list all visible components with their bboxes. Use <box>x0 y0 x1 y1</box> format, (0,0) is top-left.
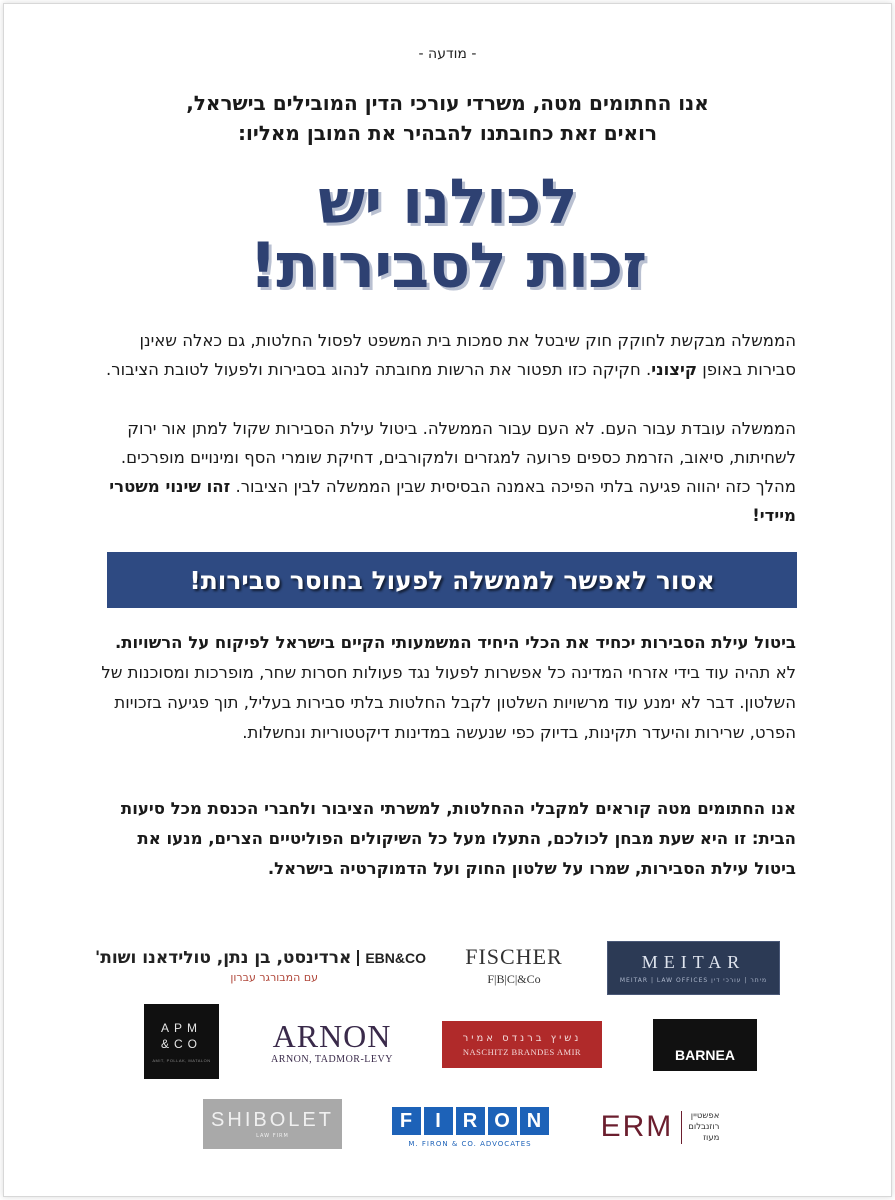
erm-logo-mark: ERM <box>600 1110 674 1143</box>
erm-logo-names <box>681 1111 719 1144</box>
headline-line-2: זכות לסבירות! <box>248 229 647 302</box>
apm-logo-sub: AMIT, POLLAK, MATALON <box>152 1058 211 1063</box>
paragraph-1 <box>99 326 796 384</box>
erm-name-1: אפשטיין <box>690 1110 720 1121</box>
meitar-logo-name: MEITAR <box>641 952 746 972</box>
apm-logo-line-1: APM <box>160 1021 202 1035</box>
erm-logo <box>584 1094 736 1160</box>
paragraph-1-text-b: . חקיקה כזו תפטור את הרשות מחובתה לנהוג בסבירות ולפעול לטובת הציבור. <box>106 360 652 379</box>
ebn-logo-sub: עם המבורגר עברון <box>230 971 318 984</box>
shibolet-logo-name: SHIBOLET <box>211 1109 334 1131</box>
firon-logo-letters <box>388 1107 552 1135</box>
ad-notice-label: - מודעה - <box>418 46 477 62</box>
call-banner: אסור לאפשר לממשלה לפעול בחוסר סבירות! <box>107 552 797 608</box>
firon-letter: N <box>520 1107 549 1135</box>
paragraph-1-text-a: הממשלה מבקשת לחוקק חוק שיבטל את סמכות בית המשפט לפסול החלטות, גם כאלה שאינן סבירות באופן <box>139 331 796 379</box>
naschitz-logo-english: NASCHITZ BRANDES AMIR <box>462 1046 582 1057</box>
paragraph-4-closing: אנו החתומים מטה קוראים למקבלי ההחלטות, למשרתי הציבור ולחברי הכנסת מכל סיעות הבית: זו היא שעת מבחן לכולכם, התעלו מעל כל השיקולים הפוליטיים הצרים, מנעו את ביטול עילת הסבירות, שמרו על שלטון החוק ועל הדמוקרטיה בישראל. <box>120 799 796 878</box>
main-headline <box>4 165 891 302</box>
shibolet-logo-sub: LAW FIRM <box>256 1133 289 1139</box>
firon-letter: I <box>424 1107 453 1135</box>
barnea-logo: BARNEA <box>653 1019 757 1071</box>
arnon-logo <box>262 1020 402 1070</box>
headline-line-1: לכולנו יש <box>318 165 577 238</box>
paragraph-2-text: הממשלה עובדת עבור העם. לא העם עבור הממשלה. ביטול עילת הסבירות שקול למתן אור ירוק לשחיתות, סיאוב, הזרמת כספים פרועה למגזרים ולמקורבים, דחיקת שומרי הסף ומינויים מופרכים. מהלך כזה יהווה פגיעה בלתי הפיכה באמנה הבסיסית שבין הממשלה לבין הציבור. <box>120 419 796 496</box>
intro-line-2: רואים זאת כחובתנו להבהיר את המובן מאליו: <box>238 121 657 145</box>
fischer-logo-sub: F|B|C|&Co <box>487 972 541 986</box>
firon-logo-sub: M. FIRON & CO. ADVOCATES <box>408 1140 532 1148</box>
ebn-logo <box>95 948 426 994</box>
erm-name-2: רוזנבלום <box>688 1121 720 1132</box>
meitar-logo-sub: MEITAR | LAW OFFICES מיתר | עורכי דין <box>619 977 768 984</box>
paragraph-3-text: לא תהיה עוד בידי אזרחי המדינה כל אפשרות לפעול נגד פעולות חסרות שחר, מופרכות ומסוכנות של השלטון. דבר לא ימנע עוד מרשויות השלטון לקבל החלטות בלתי סבירות בעליל, תוך פגיעה בזכויות הפרט, שרירות והיעדר תקינות, בדיוק כפי שנעשה במדינות דיקטטוריות ונחשלות. <box>101 663 796 742</box>
firon-logo <box>388 1107 552 1157</box>
meitar-logo <box>607 941 780 995</box>
fischer-logo-name: FISCHER <box>465 944 563 969</box>
paragraph-2 <box>99 414 796 530</box>
paragraph-3 <box>99 628 796 748</box>
ebn-logo-mark: EBN&CO <box>357 950 426 966</box>
paragraph-1-bold: קיצוני <box>651 360 698 379</box>
advertisement-page <box>3 3 892 1197</box>
intro-line-1: אנו החתומים מטה, משרדי עורכי הדין המובילים בישראל, <box>186 91 709 115</box>
naschitz-logo <box>442 1021 602 1068</box>
apm-logo <box>144 1004 219 1079</box>
naschitz-logo-hebrew: נשיץ ברנדס אמיר <box>462 1032 582 1044</box>
arnon-logo-sub: ARNON, TADMOR-LEVY <box>271 1054 393 1065</box>
intro-text <box>4 88 891 148</box>
apm-logo-line-2: &CO <box>160 1037 202 1051</box>
paragraph-2-bold: זהו שינוי משטרי מיידי! <box>109 477 796 525</box>
firon-letter: R <box>456 1107 485 1135</box>
shibolet-logo <box>203 1099 342 1149</box>
firon-letter: F <box>392 1107 421 1135</box>
ebn-logo-line <box>95 948 426 968</box>
ebn-logo-name: ארדינסט, בן נתן, טולידאנו ושות' <box>95 948 352 968</box>
paragraph-3-bold: ביטול עילת הסבירות יכחיד את הכלי היחיד המשמעותי הקיים בישראל לפיקוח על הרשויות. <box>114 633 796 652</box>
fischer-logo <box>454 944 574 998</box>
firon-letter: O <box>488 1107 517 1135</box>
arnon-logo-name: ARNON <box>272 1018 392 1054</box>
erm-name-3: מעוז <box>703 1132 720 1143</box>
